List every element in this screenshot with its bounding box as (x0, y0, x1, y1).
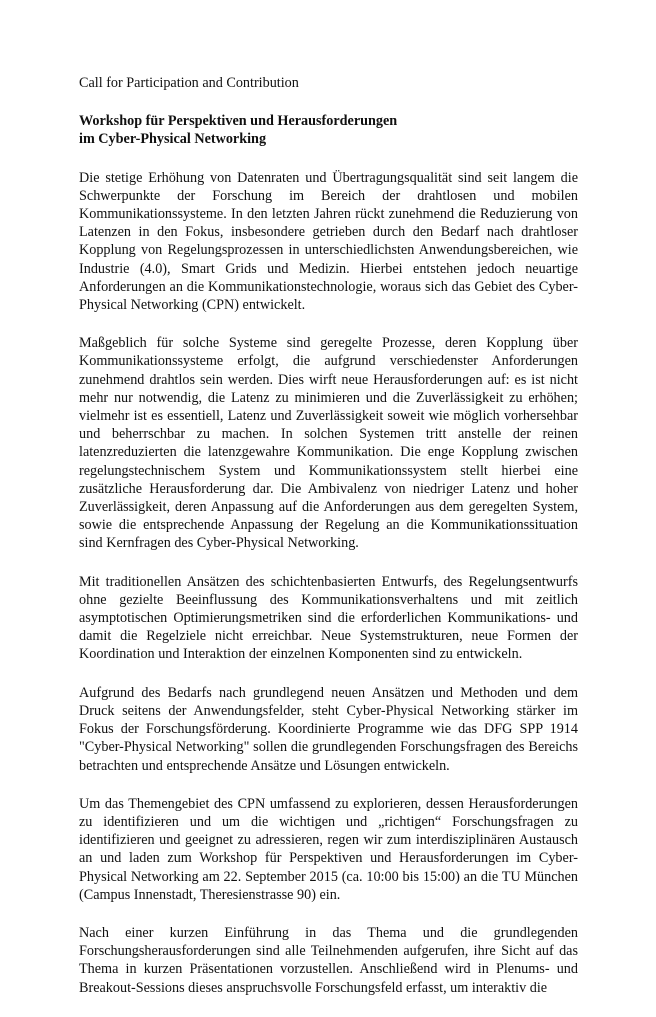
paragraph-funding: Aufgrund des Bedarfs nach grundlegend neuen Ansätzen und Methoden und dem Druck seitens der Anwendungsfelder, steht Cyber-Physical Networking stärker im Fokus der Forschungsförderung. Koordinierte Programme wie das DFG SPP 1914 "Cyber-Physical Networking" sollen die grundlegenden Forschungsfragen des Bereichs betrachten und entsprechende Ansätze und Lösungen entwickeln. (79, 684, 578, 774)
document-page (79, 74, 578, 1017)
paragraph-approaches: Mit traditionellen Ansätzen des schichtenbasierten Entwurfs, des Regelungsentwurfs ohne gezielte Beeinflussung des Kommunikationsverhaltens und mit zeitlich asymptotischen Optimierungsmetriken sind die erforderlichen Kommunikations- und damit die Regelziele nicht erreichbar. Neue Systemstrukturen, neue Formen der Koordination und Interaktion der einzelnen Komponenten sind zu entwickeln. (79, 573, 578, 663)
paragraph-requirements: Maßgeblich für solche Systeme sind geregelte Prozesse, deren Kopplung über Kommunikationssysteme erfolgt, die aufgrund verschiedenster Anforderungen zunehmend drahtlos sein werden. Dies wirft neue Herausforderungen auf: es ist nicht mehr nur notwendig, die Latenz zu minimieren und die Zuverlässigkeit zu erhöhen; vielmehr ist es essentiell, Latenz und Zuverlässigkeit soweit wie möglich vorhersehbar und beherrschbar zu machen. In solchen Systemen tritt anstelle der reinen latenzreduzierten die latenzgewahre Kommunikation. Die enge Kopplung zwischen regelungstechnischem System und Kommunikationssystem stellt hierbei eine zusätzliche Herausforderung dar. Die Ambivalenz von niedriger Latenz und hoher Zuverlässigkeit, deren Anpassung auf die Anforderungen aus dem geregelten System, sowie die entsprechende Anpassung der Regelung an die Kommunikationssituation sind Kernfragen des Cyber-Physical Networking. (79, 335, 578, 552)
paragraph-invitation: Um das Themengebiet des CPN umfassend zu explorieren, dessen Herausforderungen zu identifizieren und um die wichtigen und „richtigen“ Forschungsfragen zu identifizieren und geeignet zu adressieren, regen wir zum interdisziplinären Austausch an und laden zum Workshop für Perspektiven und Herausforderungen im Cyber-Physical Networking am 22. September 2015 (ca. 10:00 bis 15:00) an die TU München (Campus Innenstadt, Theresienstrasse 90) ein. (79, 795, 578, 903)
call-for-participation-line: Call for Participation and Contribution (79, 75, 299, 91)
workshop-title-line-1: Workshop für Perspektiven und Herausforderungen (79, 113, 398, 130)
workshop-title-line-2: im Cyber-Physical Networking (79, 131, 267, 148)
workshop-title (79, 112, 578, 148)
paragraph-agenda: Nach einer kurzen Einführung in das Thema und die grundlegenden Forschungsherausforderungen sind alle Teilnehmenden aufgerufen, ihre Sicht auf das Thema in kurzen Präsentationen vorzustellen. Anschließend wird in Plenums- und Breakout-Sessions dieses anspruchsvolle Forschungsfeld erfasst, um interaktiv die (79, 924, 578, 996)
paragraph-intro: Die stetige Erhöhung von Datenraten und Übertragungsqualität sind seit langem die Schwerpunkte der Forschung im Bereich der drahtlosen und mobilen Kommunikationssysteme. In den letzten Jahren rückt zunehmend die Reduzierung von Latenzen in den Fokus, insbesondere getrieben durch den Bedarf nach drahtloser Kopplung von Regelungsprozessen in unterschiedlichsten Anwendungsbereichen, wie Industrie (4.0), Smart Grids und Medizin. Hierbei entstehen jedoch neuartige Anforderungen an die Kommunikationstechnologie, woraus sich das Gebiet des Cyber-Physical Networking (CPN) entwickelt. (79, 169, 578, 314)
